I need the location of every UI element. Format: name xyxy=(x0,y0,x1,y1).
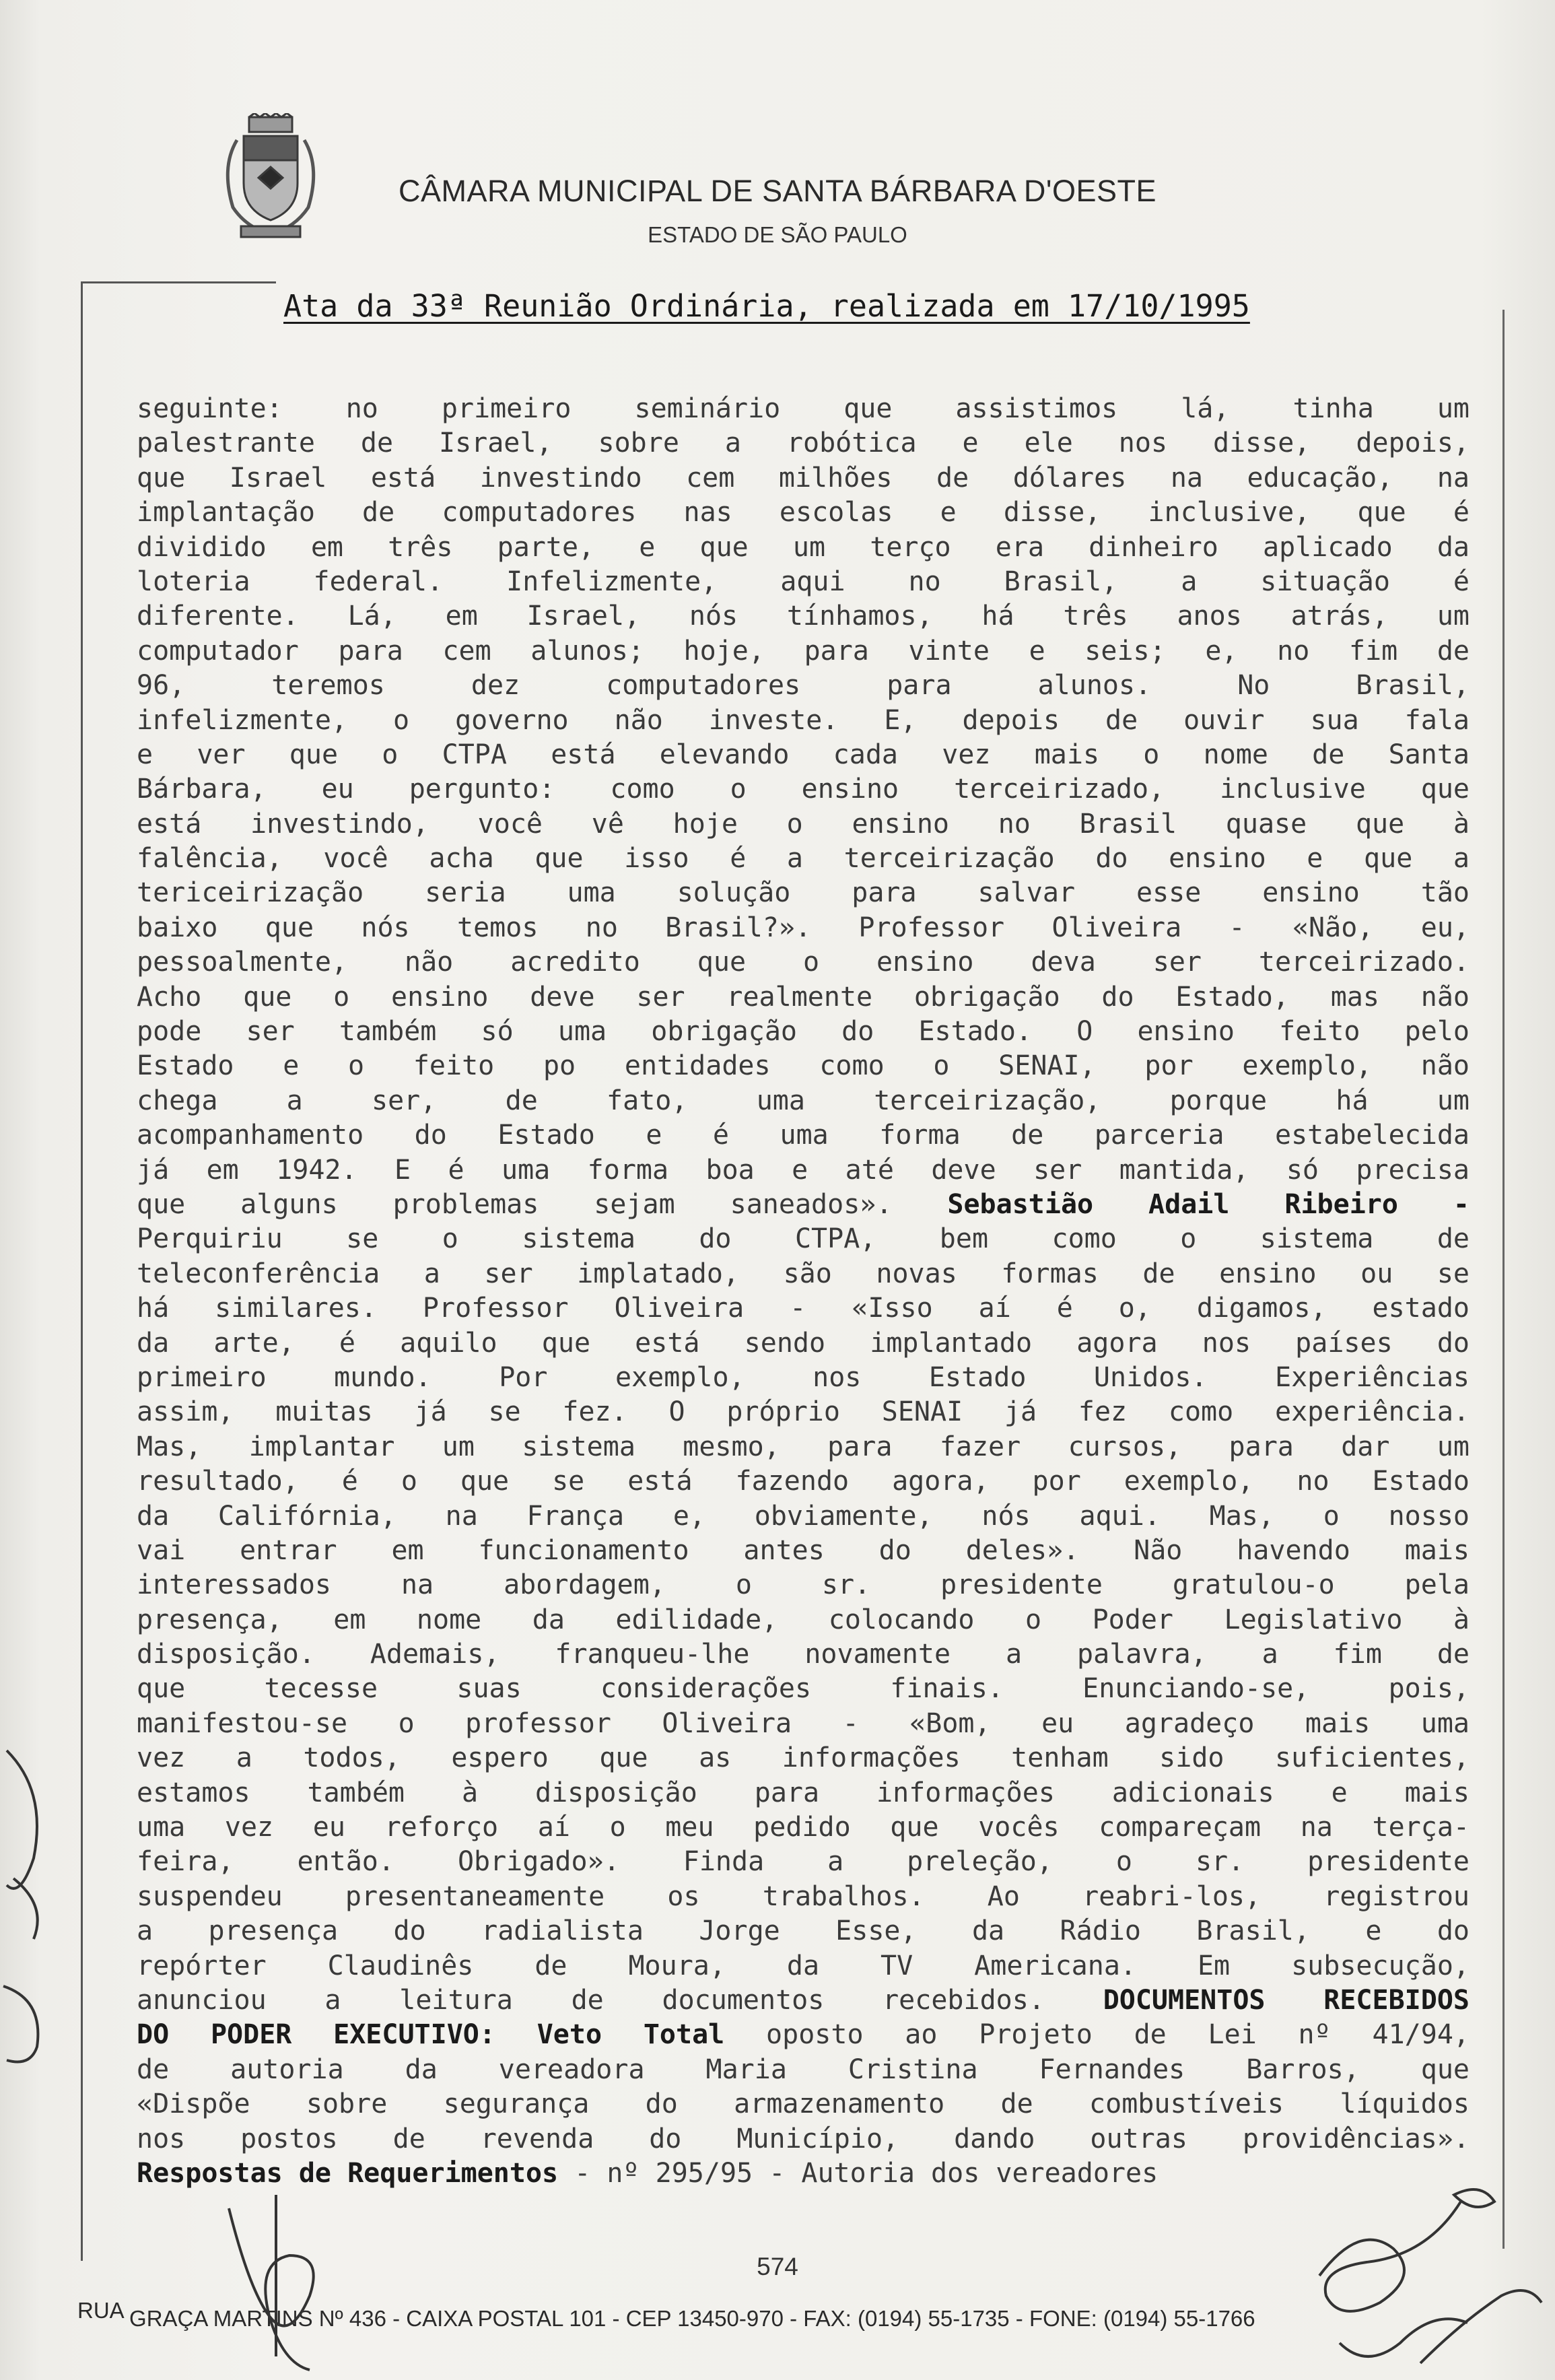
body-line: implantação de computadores nas escolas e disse, inclusive, que é xyxy=(137,497,1470,529)
body-line: seguinte: no primeiro seminário que assistimos lá, tinha um xyxy=(137,393,1470,424)
body-line-with-heading xyxy=(137,1983,1470,2018)
section-heading-documents: DOCUMENTOS RECEBIDOS xyxy=(1103,1984,1470,2016)
body-line: interessados na abordagem, o sr. presidente gratulou-o pela xyxy=(137,1569,1470,1601)
body-line: vez a todos, espero que as informações tenham sido suficientes, xyxy=(137,1742,1470,1774)
chamber-name: CÂMARA MUNICIPAL DE SANTA BÁRBARA D'OESTE xyxy=(398,174,1156,208)
section-heading-requerimentos: Respostas de Requerimentos xyxy=(137,2157,559,2189)
body-line-text: - nº 295/95 - Autoria dos vereadores xyxy=(558,2157,1159,2189)
body-line: uma vez eu reforço aí o meu pedido que vocês compareçam na terça- xyxy=(137,1812,1470,1843)
body-line: suspendeu presentaneamente os trabalhos. Ao reabri-los, registrou xyxy=(137,1880,1470,1912)
body-line: resultado, é o que se está fazendo agora, por exemplo, no Estado xyxy=(137,1466,1470,1497)
body-line-text: anunciou a leitura de documentos recebidos. xyxy=(137,1984,1045,2016)
frame-left-rule xyxy=(81,281,83,2261)
body-line: assim, muitas já se fez. O próprio SENAI já fez como experiência. xyxy=(137,1396,1470,1428)
body-line: vai entrar em funcionamento antes do deles». Não havendo mais xyxy=(137,1534,1470,1566)
footer-rua: RUA xyxy=(77,2298,123,2323)
frame-top-rule xyxy=(81,281,276,283)
body-line: presença, em nome da edilidade, colocando o Poder Legislativo à xyxy=(137,1604,1470,1635)
body-line: dividido em três parte, e que um terço era dinheiro aplicado da xyxy=(137,531,1470,563)
body-line-with-heading xyxy=(137,2018,1470,2052)
body-line: feira, então. Obrigado». Finda a preleção, o sr. presidente xyxy=(137,1846,1470,1878)
body-line-with-speaker xyxy=(137,1188,1470,1222)
body-line: já em 1942. E é uma forma boa e até deve ser mantida, só precisa xyxy=(137,1154,1470,1186)
margin-signature-left xyxy=(0,1724,74,2074)
body-line: Perquiriu se o sistema do CTPA, bem como o sistema de xyxy=(137,1223,1470,1255)
body-line: que tecesse suas considerações finais. Enunciando-se, pois, xyxy=(137,1673,1470,1705)
body-line: e ver que o CTPA está elevando cada vez mais o nome de Santa xyxy=(137,739,1470,770)
body-line: a presença do radialista Jorge Esse, da Rádio Brasil, e do xyxy=(137,1915,1470,1947)
body-line-text: que alguns problemas sejam saneados». xyxy=(137,1188,893,1220)
body-line: falência, você acha que isso é a terceirização do ensino e que a xyxy=(137,843,1470,875)
body-line: tericeirização seria uma solução para salvar esse ensino tão xyxy=(137,877,1470,909)
body-line: baixo que nós temos no Brasil?». Professor Oliveira - «Não, eu, xyxy=(137,912,1470,943)
minutes-body xyxy=(137,392,1470,2191)
frame-right-rule xyxy=(1502,310,1505,2249)
body-line: há similares. Professor Oliveira - «Isso aí é o, digamos, estado xyxy=(137,1293,1470,1324)
page-number: 574 xyxy=(757,2253,798,2280)
body-line: diferente. Lá, em Israel, nós tínhamos, há três anos atrás, um xyxy=(137,601,1470,632)
body-line: Bárbara, eu pergunto: como o ensino terceirizado, inclusive que xyxy=(137,774,1470,805)
body-line-text: oposto ao Projeto de Lei nº 41/94, xyxy=(724,2019,1470,2051)
body-line: repórter Claudinês de Moura, da TV Americana. Em subsecução, xyxy=(137,1950,1470,1981)
body-line: que Israel está investindo cem milhões de dólares na educação, na xyxy=(137,462,1470,494)
body-line: Mas, implantar um sistema mesmo, para fazer cursos, para dar um xyxy=(137,1431,1470,1462)
body-line: estamos também à disposição para informações adicionais e mais xyxy=(137,1777,1470,1808)
body-line: teleconferência a ser implatado, são novas formas de ensino ou se xyxy=(137,1258,1470,1289)
body-line: palestrante de Israel, sobre a robótica e ele nos disse, depois, xyxy=(137,428,1470,459)
section-heading-executive: DO PODER EXECUTIVO: Veto Total xyxy=(137,2019,725,2051)
body-line: nos postos de revenda do Município, dando outras providências». xyxy=(137,2123,1470,2154)
body-line: da arte, é aquilo que está sendo implantado agora nos países do xyxy=(137,1327,1470,1359)
speaker-name: Sebastião Adail Ribeiro - xyxy=(947,1188,1470,1220)
body-line: computador para cem alunos; hoje, para vinte e seis; e, no fim de xyxy=(137,635,1470,667)
footer-address-text: GRAÇA MARTINS Nº 436 - CAIXA POSTAL 101 - CEP 13450-970 - FAX: (0194) 55-1735 - FONE: (0194) 55-1766 xyxy=(129,2306,1255,2331)
body-line: da Califórnia, na França e, obviamente, nós aqui. Mas, o nosso xyxy=(137,1500,1470,1532)
body-line: infelizmente, o governo não investe. E, depois de ouvir sua fala xyxy=(137,704,1470,736)
body-line: pessoalmente, não acredito que o ensino deva ser terceirizado. xyxy=(137,947,1470,978)
body-line: Acho que o ensino deve ser realmente obrigação do Estado, mas não xyxy=(137,981,1470,1013)
body-line: de autoria da vereadora Maria Cristina Fernandes Barros, que xyxy=(137,2053,1470,2085)
minutes-title: Ata da 33ª Reunião Ordinária, realizada em 17/10/1995 xyxy=(283,288,1250,324)
body-line: «Dispõe sobre segurança do armazenamento de combustíveis líquidos xyxy=(137,2088,1470,2120)
body-line: primeiro mundo. Por exemplo, nos Estado Unidos. Experiências xyxy=(137,1361,1470,1393)
state-name: ESTADO DE SÃO PAULO xyxy=(648,222,907,247)
signature-bottom-right xyxy=(1299,2141,1548,2377)
body-line: loteria federal. Infelizmente, aqui no Brasil, a situação é xyxy=(137,566,1470,597)
signature-bottom-left xyxy=(215,2181,350,2377)
body-line: chega a ser, de fato, uma terceirização, porque há um xyxy=(137,1085,1470,1116)
body-line: está investindo, você vê hoje o ensino no Brasil quase que à xyxy=(137,808,1470,840)
body-line: disposição. Ademais, franqueu-lhe novamente a palavra, a fim de xyxy=(137,1639,1470,1670)
body-line: manifestou-se o professor Oliveira - «Bom, eu agradeço mais uma xyxy=(137,1707,1470,1739)
body-line: pode ser também só uma obrigação do Estado. O ensino feito pelo xyxy=(137,1016,1470,1048)
body-line: 96, teremos dez computadores para alunos. No Brasil, xyxy=(137,670,1470,702)
body-line: acompanhamento do Estado e é uma forma de parceria estabelecida xyxy=(137,1120,1470,1151)
body-line: Estado e o feito po entidades como o SENAI, por exemplo, não xyxy=(137,1050,1470,1082)
